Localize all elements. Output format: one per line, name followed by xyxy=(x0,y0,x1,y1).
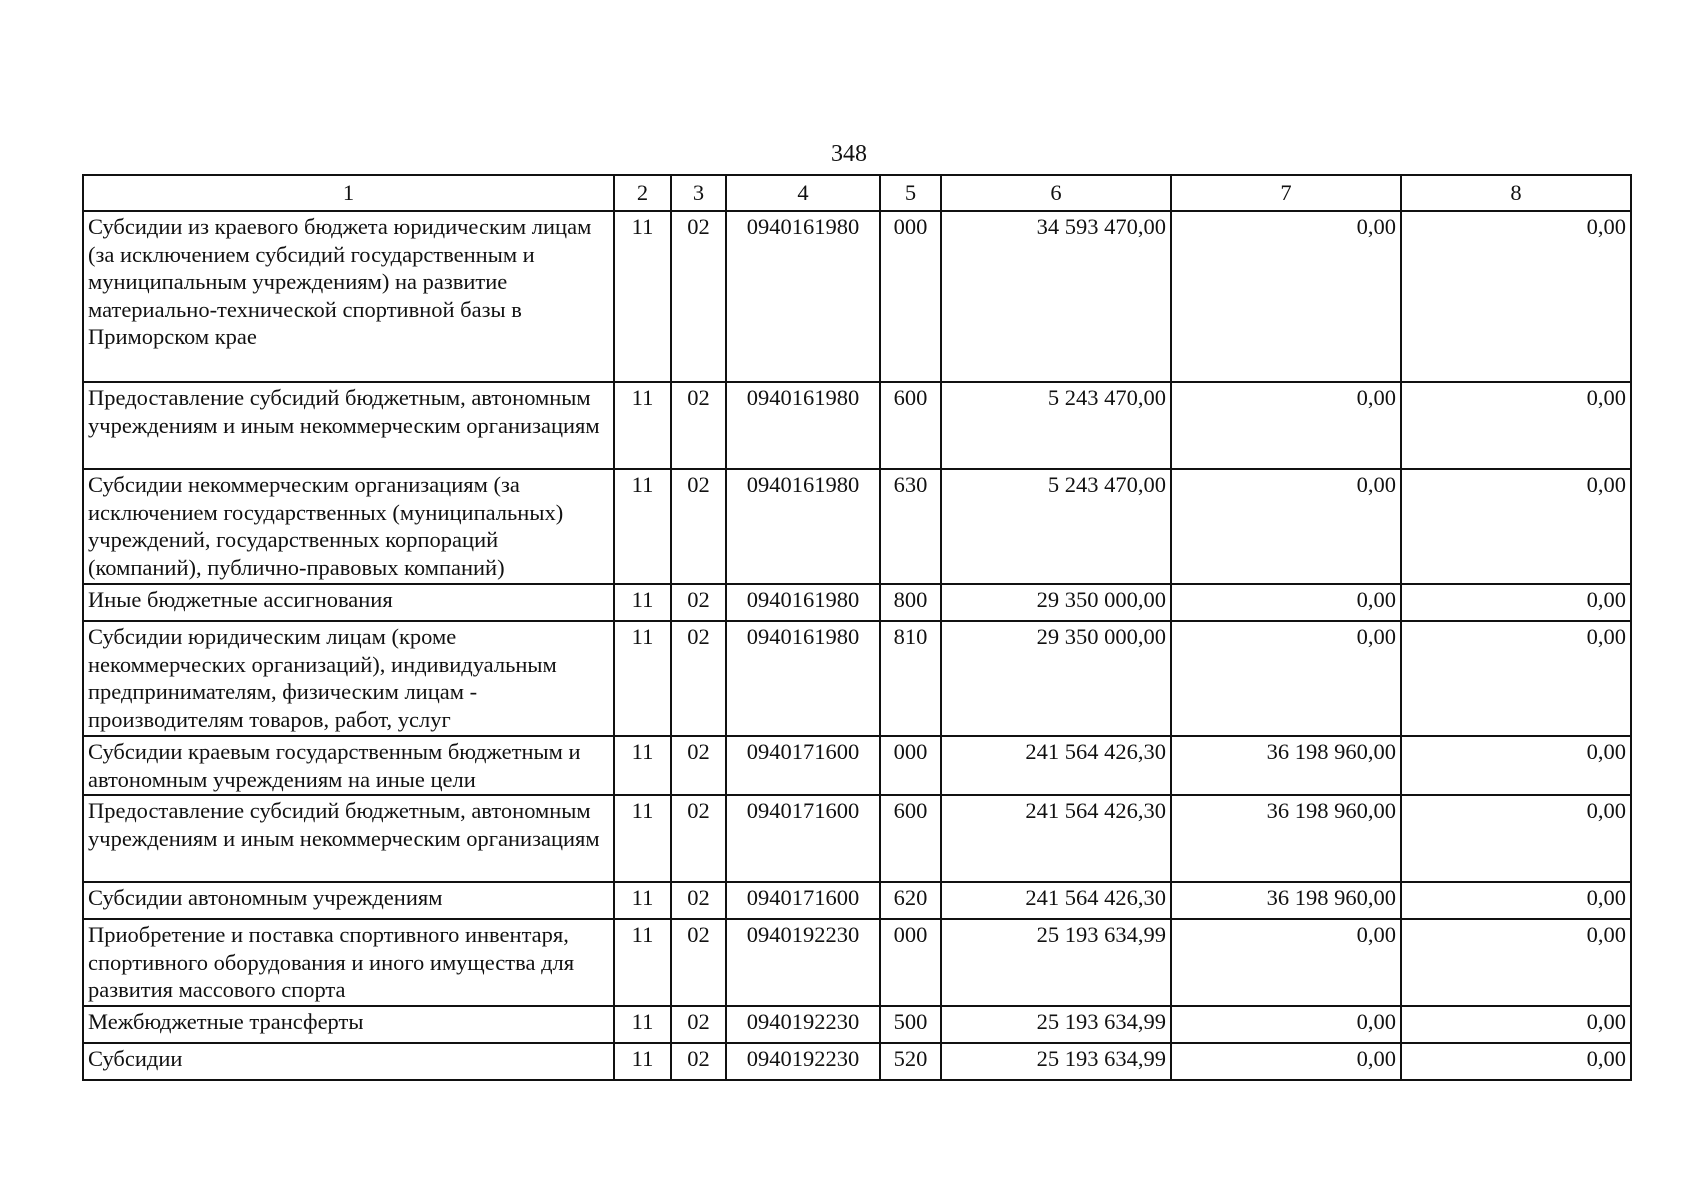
row-amount-col8: 0,00 xyxy=(1401,382,1631,469)
header-cell-1: 1 xyxy=(83,175,614,211)
row-section: 11 xyxy=(614,382,671,469)
row-amount-col6: 5 243 470,00 xyxy=(941,382,1171,469)
header-cell-6: 6 xyxy=(941,175,1171,211)
table-row xyxy=(83,1006,1631,1043)
row-amount-col6: 241 564 426,30 xyxy=(941,882,1171,919)
table-row xyxy=(83,736,1631,795)
row-expense-type: 500 xyxy=(880,1006,941,1043)
row-name: Субсидии некоммерческим организациям (за исключением государственных (муниципальных) учреждений, государственных корпораций (компаний), публично-правовых компаний) xyxy=(83,469,614,584)
row-subsection: 02 xyxy=(671,211,726,382)
row-amount-col7: 36 198 960,00 xyxy=(1171,736,1401,795)
row-name: Субсидии краевым государственным бюджетным и автономным учреждениям на иные цели xyxy=(83,736,614,795)
row-expense-type: 000 xyxy=(880,211,941,382)
row-amount-col7: 0,00 xyxy=(1171,621,1401,736)
row-amount-col8: 0,00 xyxy=(1401,211,1631,382)
row-subsection: 02 xyxy=(671,795,726,882)
row-name: Субсидии xyxy=(83,1043,614,1080)
row-section: 11 xyxy=(614,882,671,919)
page-number: 348 xyxy=(831,141,867,167)
row-amount-col6: 25 193 634,99 xyxy=(941,1006,1171,1043)
row-amount-col7: 0,00 xyxy=(1171,1006,1401,1043)
table-row xyxy=(83,211,1631,382)
row-amount-col8: 0,00 xyxy=(1401,1006,1631,1043)
row-target-code: 0940192230 xyxy=(726,1043,880,1080)
header-cell-8: 8 xyxy=(1401,175,1631,211)
row-expense-type: 600 xyxy=(880,795,941,882)
row-expense-type: 630 xyxy=(880,469,941,584)
row-target-code: 0940161980 xyxy=(726,584,880,621)
row-expense-type: 600 xyxy=(880,382,941,469)
row-amount-col8: 0,00 xyxy=(1401,469,1631,584)
header-cell-2: 2 xyxy=(614,175,671,211)
table-row xyxy=(83,795,1631,882)
header-cell-7: 7 xyxy=(1171,175,1401,211)
row-target-code: 0940161980 xyxy=(726,621,880,736)
row-amount-col6: 5 243 470,00 xyxy=(941,469,1171,584)
row-subsection: 02 xyxy=(671,469,726,584)
row-subsection: 02 xyxy=(671,382,726,469)
header-cell-5: 5 xyxy=(880,175,941,211)
row-section: 11 xyxy=(614,584,671,621)
row-target-code: 0940171600 xyxy=(726,882,880,919)
table-row xyxy=(83,382,1631,469)
table-header-row xyxy=(83,175,1631,211)
row-subsection: 02 xyxy=(671,1043,726,1080)
row-amount-col8: 0,00 xyxy=(1401,919,1631,1006)
table-row xyxy=(83,1043,1631,1080)
row-expense-type: 000 xyxy=(880,919,941,1006)
row-name: Предоставление субсидий бюджетным, автономным учреждениям и иным некоммерческим организациям xyxy=(83,382,614,469)
header-cell-4: 4 xyxy=(726,175,880,211)
row-expense-type: 620 xyxy=(880,882,941,919)
row-expense-type: 000 xyxy=(880,736,941,795)
row-section: 11 xyxy=(614,919,671,1006)
row-amount-col8: 0,00 xyxy=(1401,882,1631,919)
row-amount-col7: 0,00 xyxy=(1171,1043,1401,1080)
row-target-code: 0940171600 xyxy=(726,736,880,795)
table-row xyxy=(83,882,1631,919)
row-expense-type: 800 xyxy=(880,584,941,621)
row-subsection: 02 xyxy=(671,882,726,919)
table-row xyxy=(83,621,1631,736)
row-name: Субсидии из краевого бюджета юридическим лицам (за исключением субсидий государственным и муниципальным учреждениям) на развитие материально-технической спортивной базы в Приморском крае xyxy=(83,211,614,382)
row-section: 11 xyxy=(614,211,671,382)
row-name: Иные бюджетные ассигнования xyxy=(83,584,614,621)
row-target-code: 0940171600 xyxy=(726,795,880,882)
row-subsection: 02 xyxy=(671,1006,726,1043)
row-target-code: 0940192230 xyxy=(726,1006,880,1043)
row-name: Межбюджетные трансферты xyxy=(83,1006,614,1043)
row-section: 11 xyxy=(614,736,671,795)
row-subsection: 02 xyxy=(671,736,726,795)
row-expense-type: 810 xyxy=(880,621,941,736)
row-amount-col6: 241 564 426,30 xyxy=(941,795,1171,882)
row-target-code: 0940161980 xyxy=(726,382,880,469)
row-target-code: 0940192230 xyxy=(726,919,880,1006)
row-amount-col6: 25 193 634,99 xyxy=(941,919,1171,1006)
row-subsection: 02 xyxy=(671,621,726,736)
row-target-code: 0940161980 xyxy=(726,469,880,584)
table-row xyxy=(83,919,1631,1006)
row-amount-col6: 25 193 634,99 xyxy=(941,1043,1171,1080)
row-amount-col8: 0,00 xyxy=(1401,736,1631,795)
row-amount-col6: 34 593 470,00 xyxy=(941,211,1171,382)
row-name: Предоставление субсидий бюджетным, автономным учреждениям и иным некоммерческим организациям xyxy=(83,795,614,882)
table-row xyxy=(83,469,1631,584)
row-amount-col6: 241 564 426,30 xyxy=(941,736,1171,795)
budget-table xyxy=(82,174,1632,1081)
row-section: 11 xyxy=(614,1006,671,1043)
row-subsection: 02 xyxy=(671,919,726,1006)
row-section: 11 xyxy=(614,469,671,584)
row-amount-col8: 0,00 xyxy=(1401,1043,1631,1080)
row-section: 11 xyxy=(614,621,671,736)
row-target-code: 0940161980 xyxy=(726,211,880,382)
row-amount-col6: 29 350 000,00 xyxy=(941,621,1171,736)
row-amount-col7: 0,00 xyxy=(1171,382,1401,469)
row-amount-col8: 0,00 xyxy=(1401,795,1631,882)
row-section: 11 xyxy=(614,795,671,882)
row-name: Субсидии юридическим лицам (кроме некоммерческих организаций), индивидуальным предпринимателям, физическим лицам - производителям товаров, работ, услуг xyxy=(83,621,614,736)
row-section: 11 xyxy=(614,1043,671,1080)
row-amount-col7: 36 198 960,00 xyxy=(1171,882,1401,919)
row-name: Приобретение и поставка спортивного инвентаря, спортивного оборудования и иного имущества для развития массового спорта xyxy=(83,919,614,1006)
row-amount-col7: 0,00 xyxy=(1171,919,1401,1006)
row-expense-type: 520 xyxy=(880,1043,941,1080)
row-amount-col6: 29 350 000,00 xyxy=(941,584,1171,621)
row-amount-col8: 0,00 xyxy=(1401,584,1631,621)
row-amount-col7: 0,00 xyxy=(1171,211,1401,382)
row-amount-col7: 0,00 xyxy=(1171,469,1401,584)
header-cell-3: 3 xyxy=(671,175,726,211)
row-name: Субсидии автономным учреждениям xyxy=(83,882,614,919)
table-row xyxy=(83,584,1631,621)
row-amount-col7: 36 198 960,00 xyxy=(1171,795,1401,882)
row-amount-col7: 0,00 xyxy=(1171,584,1401,621)
row-subsection: 02 xyxy=(671,584,726,621)
row-amount-col8: 0,00 xyxy=(1401,621,1631,736)
